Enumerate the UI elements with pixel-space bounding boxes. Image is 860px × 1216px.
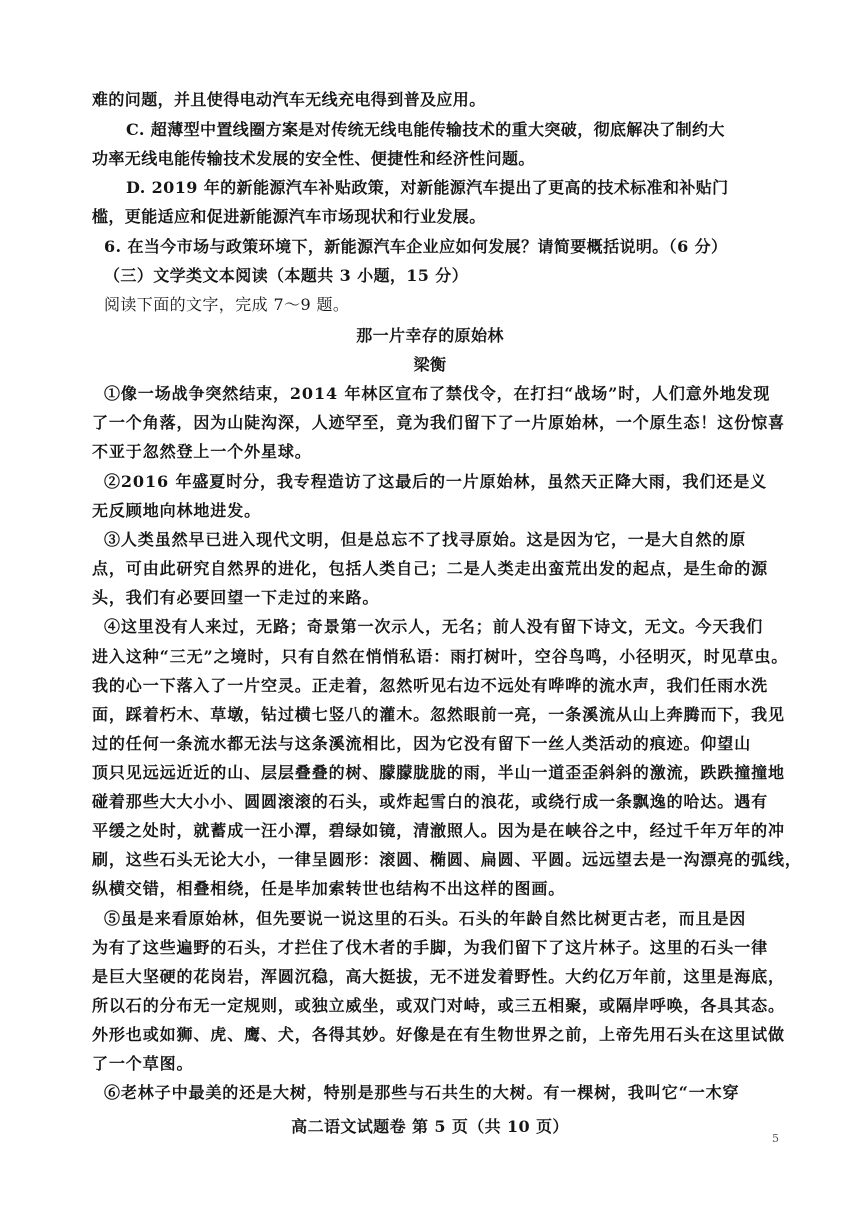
- option-c-line-2: 功率无线电能传输技术发展的安全性、便捷性和经济性问题。: [92, 149, 535, 168]
- article-line: 碰着那些大大小小、圆圆滚滚的石头，或炸起雪白的浪花，或绕行成一条飘逸的哈达。遇有: [92, 792, 769, 811]
- article-line: 过的任何一条流水都无法与这条溪流相比，因为它没有留下一丝人类活动的痕迹。仰望山: [92, 734, 752, 753]
- article-line: 不亚于忽然登上一个外星球。: [92, 442, 312, 461]
- article-line: 平缓之处时，就蓄成一汪小潭，碧绿如镜，清澈照人。因为是在峡谷之中，经过千年万年的冲: [92, 821, 785, 840]
- article-line: 点，可由此研究自然界的进化，包括人类自己；二是人类走出蛮荒出发的起点，是生命的源: [92, 559, 769, 578]
- article-line: 头，我们有必要回望一下走过的来路。: [92, 588, 380, 607]
- article-author: 梁衡: [413, 355, 447, 374]
- section-3-heading: （三）文学类文本阅读（本题共 3 小题，15 分）: [104, 266, 469, 285]
- article-line: 刷，这些石头无论大小，一律呈圆形：滚圆、椭圆、扁圆、平圆。远远望去是一沟漂亮的弧线，: [92, 850, 802, 869]
- article-line: 是巨大坚硬的花岗岩，浑圆沉稳，高大挺拔，无不迸发着野性。大约亿万年前，这里是海底，: [92, 967, 785, 986]
- question-6: 6. 在当今市场与政策环境下，新能源汽车企业应如何发展？请简要概括说明。（6 分）: [104, 237, 728, 256]
- corner-page-mark: 5: [772, 1132, 779, 1145]
- article-line: 面，踩着朽木、草墩，钻过横七竖八的灌木。忽然眼前一亮，一条溪流从山上奔腾而下，我见: [92, 705, 785, 724]
- article-line: ③人类虽然早已进入现代文明，但是总忘不了找寻原始。这是因为它，一是大自然的原: [104, 530, 747, 549]
- article-line: 外形也或如狮、虎、鹰、犬，各得其妙。好像是在有生物世界之前，上帝先用石头在这里试做: [92, 1025, 785, 1044]
- article-line: ⑤虽是来看原始林，但先要说一说这里的石头。石头的年龄自然比树更古老，而且是因: [104, 909, 747, 928]
- article-line: 我的心一下落入了一片空灵。正走着，忽然听见右边不远处有哗哗的流水声，我们任雨水洗: [92, 676, 769, 695]
- article-line: 所以石的分布无一定规则，或独立威坐，或双门对峙，或三五相聚，或隔岸呼唤，各具其态。: [92, 996, 785, 1015]
- page-footer: 高二语文试题卷 第 5 页（共 10 页）: [291, 1117, 569, 1136]
- article-line: 了一个草图。: [92, 1054, 194, 1073]
- article-line: 顶只见远远近近的山、层层叠叠的树、朦朦胧胧的雨，半山一道歪歪斜斜的激流，跌跌撞撞地: [92, 763, 785, 782]
- article-title: 那一片幸存的原始林: [356, 326, 504, 345]
- article-line: 进入这种“三无”之境时，只有自然在悄悄私语：雨打树叶，空谷鸟鸣，小径明灭，时见草虫。: [92, 647, 789, 666]
- article-line: ②2016 年盛夏时分，我专程造访了这最后的一片原始林，虽然天正降大雨，我们还是义: [104, 472, 768, 491]
- option-d-line-2: 槛，更能适应和促进新能源汽车市场现状和行业发展。: [92, 207, 486, 226]
- option-b-tail: 难的问题，并且使得电动汽车无线充电得到普及应用。: [92, 90, 486, 109]
- article-line: ④这里没有人来过，无路；奇景第一次示人，无名；前人没有留下诗文，无文。今天我们: [104, 617, 764, 636]
- article-line: 为有了这些遍野的石头，才拦住了伐木者的手脚，为我们留下了这片林子。这里的石头一律: [92, 938, 769, 957]
- option-c-line-1: C. 超薄型中置线圈方案是对传统无线电能传输技术的重大突破，彻底解决了制约大: [126, 120, 725, 139]
- option-d-line-1: D. 2019 年的新能源汽车补贴政策，对新能源汽车提出了更高的技术标准和补贴门: [126, 178, 729, 197]
- article-line: 纵横交错，相叠相绕，任是毕加索转世也结构不出这样的图画。: [92, 879, 566, 898]
- article-line: 无反顾地向林地进发。: [92, 501, 262, 520]
- section-3-instruction: 阅读下面的文字，完成 7～9 题。: [104, 295, 350, 314]
- article-line: ①像一场战争突然结束，2014 年林区宣布了禁伐令，在打扫“战场”时，人们意外地发现: [104, 384, 771, 403]
- article-line: 了一个角落，因为山陡沟深，人迹罕至，竟为我们留下了一片原始林，一个原生态！这份惊喜: [92, 413, 785, 432]
- article-line: ⑥老林子中最美的还是大树，特别是那些与石共生的大树。有一棵树，我叫它“一木穿: [104, 1083, 740, 1102]
